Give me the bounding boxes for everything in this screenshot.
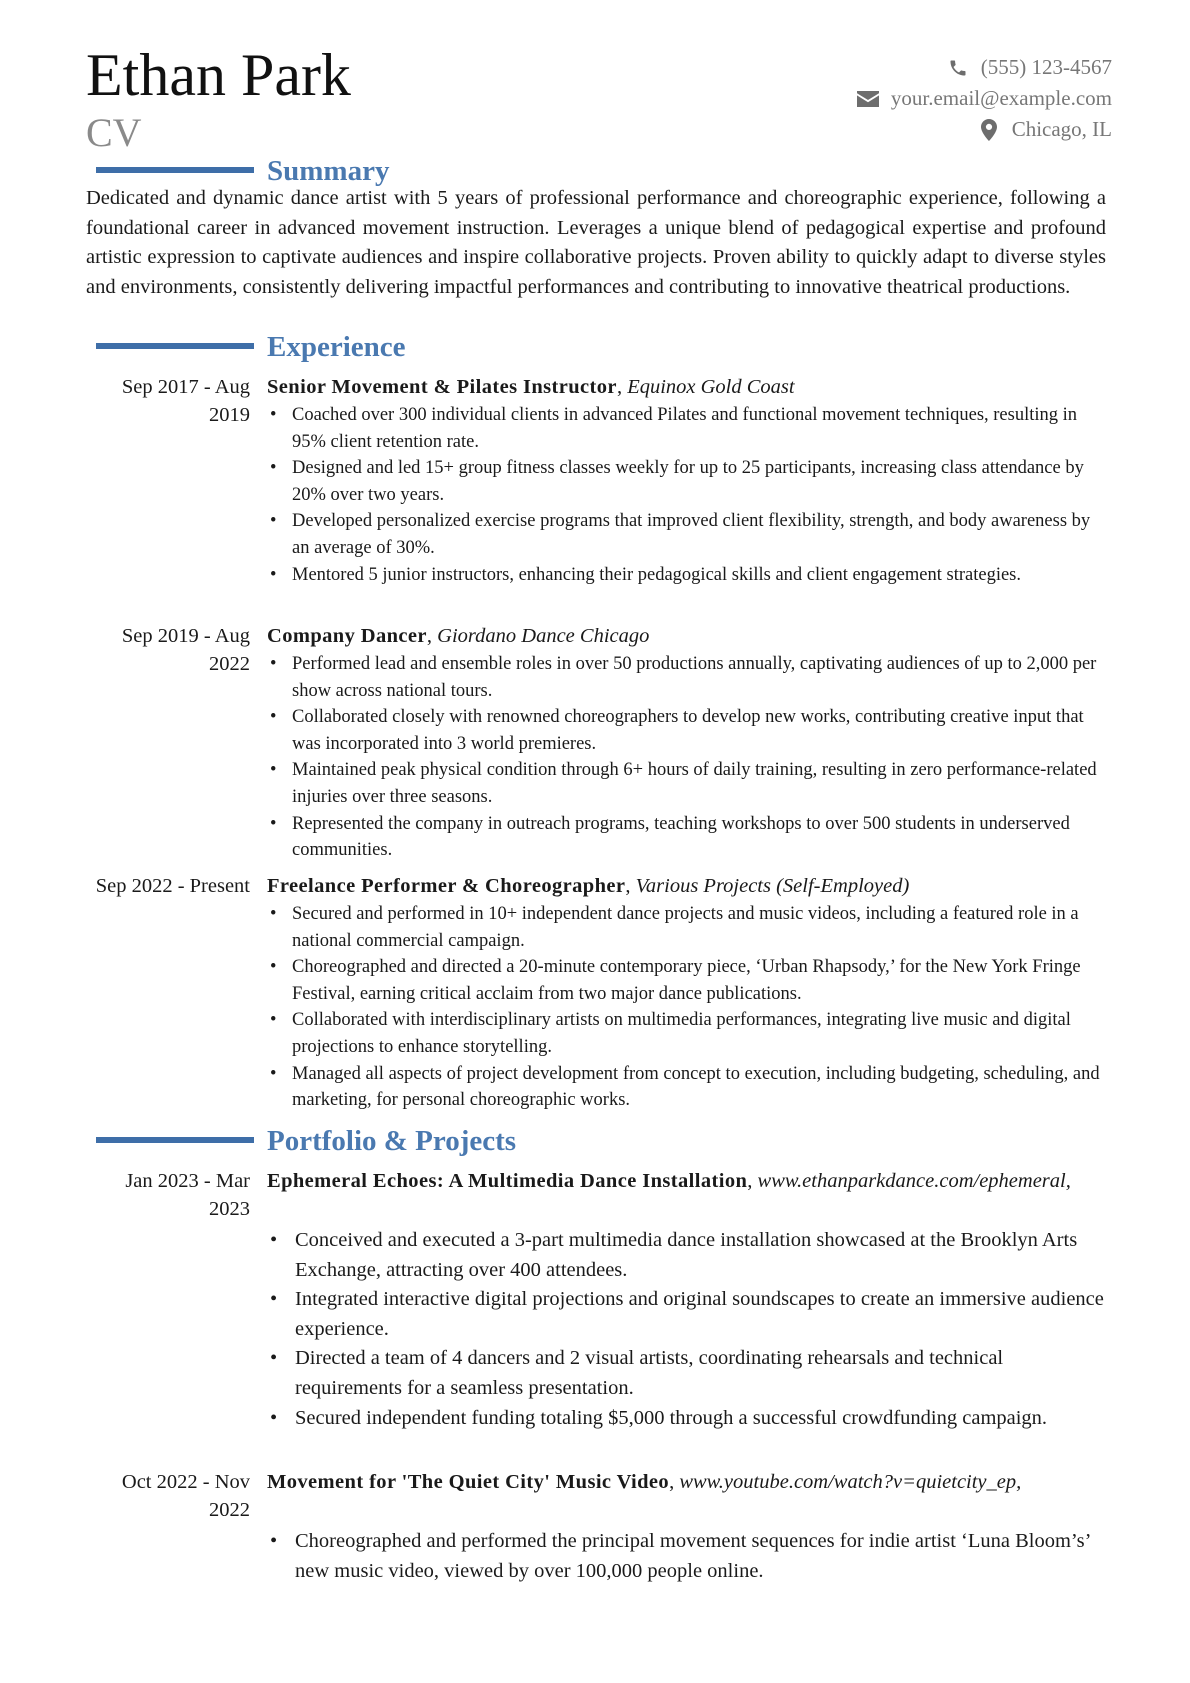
list-item: • Directed a team of 4 dancers and 2 visual artists, coordinating rehearsals and technical requirements for a seamless presentation. [267,1344,1107,1403]
entry-date: Jan 2023 - Mar 2023 [125,1170,250,1220]
list-item: • Choreographed and performed the principal movement sequences for indie artist ‘Luna Bloom’s’ new music video, viewed by over 100,000 people online. [267,1527,1107,1586]
experience-section-heading [0,330,1190,364]
list-item: • Choreographed and directed a 20-minute contemporary piece, ‘Urban Rhapsody,’ for the New York Fringe Festival, earning critical acclaim from two major dance publications. [267,954,1107,1007]
list-item: • Secured independent funding totaling $5,000 through a successful crowdfunding campaign. [267,1404,1107,1434]
entry-bullet-list [267,402,1107,588]
entry-heading: Freelance Performer & Choreographer, Various Projects (Self-Employed) [267,875,910,897]
entry-date: Sep 2022 - Present [95,875,250,897]
list-item: • Managed all aspects of project development from concept to execution, including budgeting, scheduling, and marketing, for personal choreographic works. [267,1061,1107,1114]
entry-bullet-list [267,901,1107,1114]
section-accent-bar [96,167,254,173]
list-item: • Collaborated closely with renowned choreographers to develop new works, contributing creative input that was incorporated into 3 world premieres. [267,704,1107,757]
email-text[interactable]: your.email@example.com [890,86,1112,110]
summary-title: Summary [267,155,390,187]
list-item: • Designed and led 15+ group fitness classes weekly for up to 25 participants, increasing class attendance by 20% over two years. [267,455,1107,508]
list-item: • Coached over 300 individual clients in advanced Pilates and functional movement techniques, resulting in 95% client retention rate. [267,402,1107,455]
entry-organization: Equinox Gold Coast [627,376,795,398]
list-item: • Integrated interactive digital projections and original soundscapes to create an immersive audience experience. [267,1285,1107,1344]
entry-heading: Ephemeral Echoes: A Multimedia Dance Installation, www.ethanparkdance.com/ephemeral, [267,1170,1071,1192]
envelope-icon [855,88,881,110]
contact-block [692,52,1112,145]
phone-text: (555) 123-4567 [980,55,1112,79]
phone-icon [945,57,971,79]
project-link[interactable]: www.youtube.com/watch?v=quietcity_ep, [679,1471,1022,1493]
summary-section-heading [0,154,1190,188]
entry-bullet-list [267,651,1107,864]
experience-title: Experience [267,331,406,363]
candidate-name: Ethan Park [86,42,351,108]
list-item: • Mentored 5 junior instructors, enhancing their pedagogical skills and client engagement strategies. [267,562,1107,589]
entry-date: Sep 2017 - Aug 2019 [121,376,250,426]
list-item: • Secured and performed in 10+ independent dance projects and music videos, including a featured role in a national commercial campaign. [267,901,1107,954]
list-item: • Collaborated with interdisciplinary artists on multimedia performances, integrating live music and digital projections to enhance storytelling. [267,1007,1107,1060]
contact-phone [692,52,1112,83]
entry-heading: Company Dancer, Giordano Dance Chicago [267,625,650,647]
entry-heading: Movement for 'The Quiet City' Music Video, www.youtube.com/watch?v=quietcity_ep, [267,1471,1022,1493]
map-marker-icon [976,119,1002,141]
entry-organization: Giordano Dance Chicago [437,625,650,647]
document-subtitle: CV [86,110,142,155]
entry-organization: Various Projects (Self-Employed) [635,875,910,897]
project-title: Movement for 'The Quiet City' Music Video [267,1471,670,1493]
list-item: • Conceived and executed a 3-part multimedia dance installation showcased at the Brooklyn Arts Exchange, attracting over 400 attendees. [267,1226,1107,1285]
list-item: • Maintained peak physical condition through 6+ hours of daily training, resulting in zero performance-related injuries over three seasons. [267,757,1107,810]
project-title: Ephemeral Echoes: A Multimedia Dance Installation [267,1170,748,1192]
list-item: • Developed personalized exercise programs that improved client flexibility, strength, and body awareness by an average of 30%. [267,508,1107,561]
summary-text: Dedicated and dynamic dance artist with 5 years of professional performance and choreographic experience, following a foundational career in advanced movement instruction. Leverages a unique blend of pedagogical expertise and profound artistic expression to captivate audiences and inspire collaborative projects. Proven ability to quickly adapt to diverse styles and environments, consistently delivering impactful performances and contributing to innovative theatrical productions. [86,187,1106,298]
section-accent-bar [96,1137,254,1143]
project-link[interactable]: www.ethanparkdance.com/ephemeral, [757,1170,1071,1192]
section-accent-bar [96,343,254,349]
entry-role: Company Dancer [267,625,427,647]
entry-bullet-list [267,1226,1107,1433]
entry-role: Senior Movement & Pilates Instructor [267,376,617,398]
entry-bullet-list [267,1527,1107,1586]
entry-heading: Senior Movement & Pilates Instructor, Equinox Gold Coast [267,376,795,398]
projects-section-heading [0,1124,1190,1158]
entry-date: Oct 2022 - Nov 2022 [121,1471,250,1521]
entry-date: Sep 2019 - Aug 2022 [121,625,250,675]
projects-title: Portfolio & Projects [267,1125,517,1157]
location-text: Chicago, IL [1011,117,1112,141]
list-item: • Performed lead and ensemble roles in over 50 productions annually, captivating audiences of up to 2,000 per show across national tours. [267,651,1107,704]
entry-role: Freelance Performer & Choreographer [267,875,626,897]
contact-email[interactable] [692,83,1112,114]
contact-location [692,114,1112,145]
list-item: • Represented the company in outreach programs, teaching workshops to over 500 students in underserved communities. [267,811,1107,864]
